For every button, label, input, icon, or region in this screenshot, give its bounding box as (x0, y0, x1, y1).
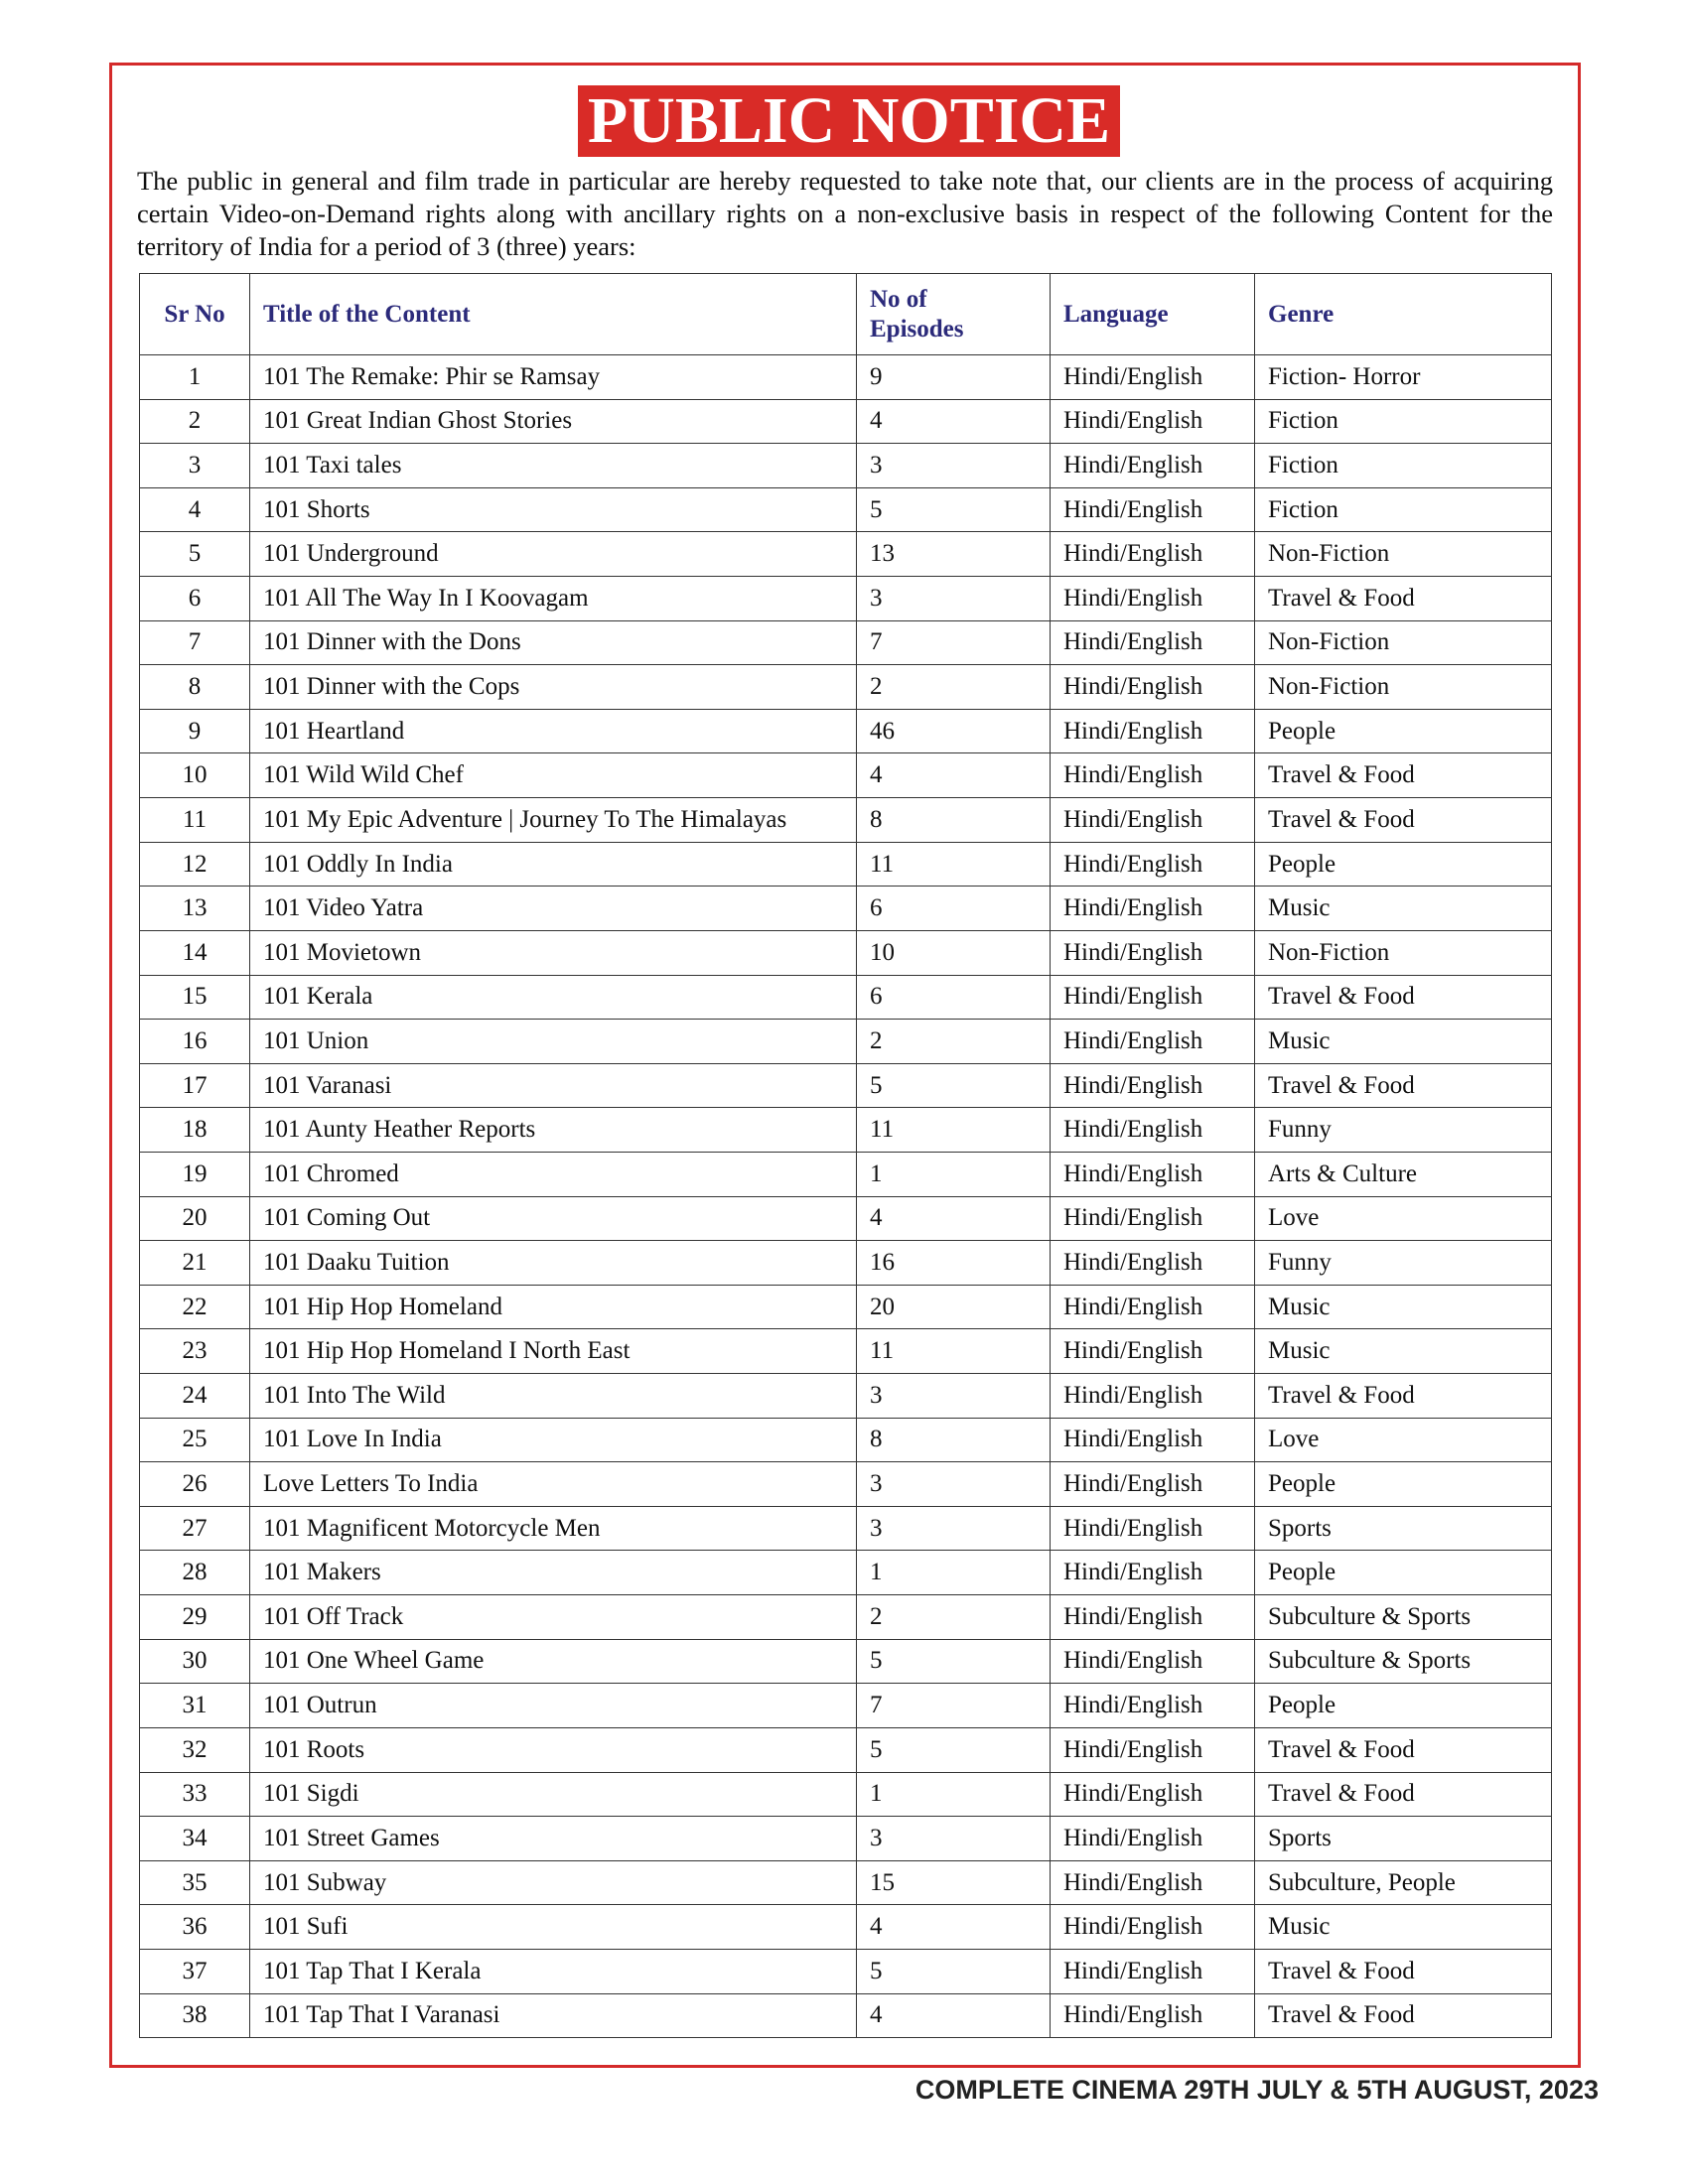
cell-title: 101 Dinner with the Dons (250, 620, 857, 665)
cell-genre: Music (1255, 1905, 1552, 1950)
cell-language: Hindi/English (1051, 1595, 1255, 1640)
notice-intro-paragraph: The public in general and film trade in particular are hereby requested to take note that, our clients are in the process of acquiring certain Video-on-Demand rights along with ancillary rights on a non-exclusive basis in respect of the following Content for the territory of India for a period of 3 (three) years: (137, 166, 1553, 261)
cell-title: 101 Sigdi (250, 1772, 857, 1817)
cell-episodes: 5 (857, 1727, 1051, 1772)
table-row (140, 975, 1552, 1020)
cell-sr-no: 36 (140, 1905, 250, 1950)
cell-sr-no: 32 (140, 1727, 250, 1772)
cell-language: Hindi/English (1051, 399, 1255, 444)
cell-genre: Non-Fiction (1255, 930, 1552, 975)
cell-genre: Non-Fiction (1255, 665, 1552, 710)
table-row (140, 1684, 1552, 1728)
cell-language: Hindi/English (1051, 1241, 1255, 1286)
cell-episodes: 6 (857, 887, 1051, 931)
cell-sr-no: 11 (140, 798, 250, 843)
cell-genre: Travel & Food (1255, 798, 1552, 843)
table-row (140, 1772, 1552, 1817)
cell-sr-no: 18 (140, 1108, 250, 1153)
header-language: Language (1051, 274, 1255, 355)
table-row (140, 444, 1552, 488)
cell-title: 101 Into The Wild (250, 1374, 857, 1419)
cell-episodes: 16 (857, 1241, 1051, 1286)
cell-genre: Travel & Food (1255, 577, 1552, 621)
cell-language: Hindi/English (1051, 1860, 1255, 1905)
table-row (140, 709, 1552, 753)
cell-genre: Subculture & Sports (1255, 1595, 1552, 1640)
table-row (140, 1418, 1552, 1462)
table-row (140, 1727, 1552, 1772)
cell-title: 101 Kerala (250, 975, 857, 1020)
cell-language: Hindi/English (1051, 1905, 1255, 1950)
table-row (140, 1152, 1552, 1196)
cell-language: Hindi/English (1051, 1196, 1255, 1241)
cell-episodes: 2 (857, 665, 1051, 710)
cell-episodes: 5 (857, 1063, 1051, 1108)
cell-sr-no: 33 (140, 1772, 250, 1817)
cell-sr-no: 8 (140, 665, 250, 710)
cell-language: Hindi/English (1051, 1285, 1255, 1329)
cell-language: Hindi/English (1051, 930, 1255, 975)
cell-language: Hindi/English (1051, 1772, 1255, 1817)
cell-title: 101 Shorts (250, 487, 857, 532)
cell-sr-no: 2 (140, 399, 250, 444)
cell-sr-no: 25 (140, 1418, 250, 1462)
table-row (140, 1817, 1552, 1861)
cell-genre: Fiction (1255, 487, 1552, 532)
cell-genre: Travel & Food (1255, 753, 1552, 798)
cell-episodes: 5 (857, 1639, 1051, 1684)
cell-episodes: 2 (857, 1020, 1051, 1064)
table-row (140, 1905, 1552, 1950)
cell-sr-no: 16 (140, 1020, 250, 1064)
cell-sr-no: 35 (140, 1860, 250, 1905)
cell-language: Hindi/English (1051, 1506, 1255, 1551)
cell-sr-no: 22 (140, 1285, 250, 1329)
cell-genre: Funny (1255, 1108, 1552, 1153)
cell-title: 101 Dinner with the Cops (250, 665, 857, 710)
table-row (140, 620, 1552, 665)
table-row (140, 1860, 1552, 1905)
cell-genre: Travel & Food (1255, 1949, 1552, 1993)
cell-genre: Sports (1255, 1817, 1552, 1861)
table-row (140, 532, 1552, 577)
cell-title: 101 Sufi (250, 1905, 857, 1950)
cell-title: 101 Tap That I Varanasi (250, 1993, 857, 2038)
cell-episodes: 11 (857, 1329, 1051, 1374)
cell-title: 101 Heartland (250, 709, 857, 753)
cell-genre: Travel & Food (1255, 1374, 1552, 1419)
cell-language: Hindi/English (1051, 887, 1255, 931)
table-row (140, 842, 1552, 887)
header-episodes-line1: No of (870, 285, 927, 313)
cell-title: 101 Coming Out (250, 1196, 857, 1241)
table-row (140, 1949, 1552, 1993)
table-row (140, 930, 1552, 975)
cell-title: 101 Love In India (250, 1418, 857, 1462)
cell-language: Hindi/English (1051, 798, 1255, 843)
cell-episodes: 11 (857, 842, 1051, 887)
table-row (140, 1639, 1552, 1684)
table-row (140, 1196, 1552, 1241)
table-row (140, 1241, 1552, 1286)
cell-sr-no: 6 (140, 577, 250, 621)
cell-sr-no: 17 (140, 1063, 250, 1108)
cell-language: Hindi/English (1051, 1108, 1255, 1153)
table-row (140, 1374, 1552, 1419)
table-row (140, 1020, 1552, 1064)
cell-title: 101 Movietown (250, 930, 857, 975)
cell-episodes: 4 (857, 1993, 1051, 2038)
header-genre: Genre (1255, 274, 1552, 355)
cell-genre: Subculture & Sports (1255, 1639, 1552, 1684)
cell-title: Love Letters To India (250, 1462, 857, 1507)
cell-episodes: 8 (857, 1418, 1051, 1462)
cell-sr-no: 34 (140, 1817, 250, 1861)
cell-genre: Love (1255, 1196, 1552, 1241)
cell-title: 101 One Wheel Game (250, 1639, 857, 1684)
table-row (140, 1993, 1552, 2038)
cell-title: 101 Makers (250, 1551, 857, 1595)
cell-language: Hindi/English (1051, 1551, 1255, 1595)
cell-title: 101 Roots (250, 1727, 857, 1772)
cell-title: 101 Daaku Tuition (250, 1241, 857, 1286)
cell-language: Hindi/English (1051, 1418, 1255, 1462)
cell-genre: Non-Fiction (1255, 620, 1552, 665)
cell-sr-no: 26 (140, 1462, 250, 1507)
cell-sr-no: 10 (140, 753, 250, 798)
table-row (140, 665, 1552, 710)
cell-sr-no: 23 (140, 1329, 250, 1374)
cell-episodes: 5 (857, 487, 1051, 532)
cell-genre: Travel & Food (1255, 1993, 1552, 2038)
cell-episodes: 1 (857, 1551, 1051, 1595)
cell-language: Hindi/English (1051, 620, 1255, 665)
cell-sr-no: 4 (140, 487, 250, 532)
cell-language: Hindi/English (1051, 1329, 1255, 1374)
cell-episodes: 1 (857, 1152, 1051, 1196)
cell-title: 101 Street Games (250, 1817, 857, 1861)
table-row (140, 1462, 1552, 1507)
cell-sr-no: 27 (140, 1506, 250, 1551)
header-title: Title of the Content (250, 274, 857, 355)
cell-title: 101 Video Yatra (250, 887, 857, 931)
cell-title: 101 Union (250, 1020, 857, 1064)
cell-language: Hindi/English (1051, 1949, 1255, 1993)
table-row (140, 798, 1552, 843)
header-sr-no: Sr No (140, 274, 250, 355)
cell-title: 101 Chromed (250, 1152, 857, 1196)
cell-genre: Fiction- Horror (1255, 355, 1552, 400)
cell-sr-no: 38 (140, 1993, 250, 2038)
cell-title: 101 Great Indian Ghost Stories (250, 399, 857, 444)
cell-episodes: 5 (857, 1949, 1051, 1993)
table-row (140, 1506, 1552, 1551)
cell-sr-no: 5 (140, 532, 250, 577)
cell-episodes: 6 (857, 975, 1051, 1020)
cell-genre: Travel & Food (1255, 1727, 1552, 1772)
cell-language: Hindi/English (1051, 1063, 1255, 1108)
cell-genre: Music (1255, 1285, 1552, 1329)
cell-sr-no: 21 (140, 1241, 250, 1286)
cell-sr-no: 14 (140, 930, 250, 975)
cell-title: 101 Magnificent Motorcycle Men (250, 1506, 857, 1551)
table-row (140, 887, 1552, 931)
cell-title: 101 Varanasi (250, 1063, 857, 1108)
cell-language: Hindi/English (1051, 355, 1255, 400)
cell-language: Hindi/English (1051, 1374, 1255, 1419)
cell-episodes: 4 (857, 753, 1051, 798)
cell-episodes: 3 (857, 1462, 1051, 1507)
cell-genre: Travel & Food (1255, 1772, 1552, 1817)
table-header-row (140, 274, 1552, 355)
cell-title: 101 Hip Hop Homeland (250, 1285, 857, 1329)
cell-episodes: 46 (857, 709, 1051, 753)
cell-episodes: 8 (857, 798, 1051, 843)
cell-episodes: 4 (857, 1905, 1051, 1950)
cell-sr-no: 31 (140, 1684, 250, 1728)
cell-language: Hindi/English (1051, 665, 1255, 710)
cell-sr-no: 15 (140, 975, 250, 1020)
table-row (140, 1108, 1552, 1153)
cell-title: 101 Oddly In India (250, 842, 857, 887)
cell-language: Hindi/English (1051, 1993, 1255, 2038)
cell-sr-no: 12 (140, 842, 250, 887)
cell-genre: Non-Fiction (1255, 532, 1552, 577)
cell-title: 101 Subway (250, 1860, 857, 1905)
cell-title: 101 The Remake: Phir se Ramsay (250, 355, 857, 400)
cell-genre: Travel & Food (1255, 1063, 1552, 1108)
cell-genre: Music (1255, 887, 1552, 931)
cell-sr-no: 3 (140, 444, 250, 488)
cell-episodes: 11 (857, 1108, 1051, 1153)
cell-title: 101 Underground (250, 532, 857, 577)
cell-episodes: 2 (857, 1595, 1051, 1640)
cell-sr-no: 37 (140, 1949, 250, 1993)
cell-sr-no: 29 (140, 1595, 250, 1640)
cell-title: 101 Taxi tales (250, 444, 857, 488)
cell-language: Hindi/English (1051, 532, 1255, 577)
cell-sr-no: 24 (140, 1374, 250, 1419)
cell-episodes: 3 (857, 1506, 1051, 1551)
cell-language: Hindi/English (1051, 975, 1255, 1020)
cell-title: 101 Aunty Heather Reports (250, 1108, 857, 1153)
content-table (139, 273, 1552, 2038)
cell-title: 101 Outrun (250, 1684, 857, 1728)
cell-episodes: 3 (857, 577, 1051, 621)
notice-title: PUBLIC NOTICE (578, 85, 1120, 157)
cell-episodes: 4 (857, 1196, 1051, 1241)
cell-episodes: 15 (857, 1860, 1051, 1905)
table-row (140, 1063, 1552, 1108)
cell-episodes: 10 (857, 930, 1051, 975)
table-row (140, 1285, 1552, 1329)
cell-genre: People (1255, 709, 1552, 753)
cell-episodes: 1 (857, 1772, 1051, 1817)
cell-sr-no: 13 (140, 887, 250, 931)
cell-language: Hindi/English (1051, 1020, 1255, 1064)
table-row (140, 1329, 1552, 1374)
cell-episodes: 13 (857, 532, 1051, 577)
cell-episodes: 3 (857, 444, 1051, 488)
cell-language: Hindi/English (1051, 1462, 1255, 1507)
cell-genre: Sports (1255, 1506, 1552, 1551)
table-row (140, 399, 1552, 444)
cell-sr-no: 20 (140, 1196, 250, 1241)
cell-language: Hindi/English (1051, 709, 1255, 753)
cell-genre: Love (1255, 1418, 1552, 1462)
cell-language: Hindi/English (1051, 842, 1255, 887)
cell-episodes: 3 (857, 1374, 1051, 1419)
cell-episodes: 7 (857, 620, 1051, 665)
header-episodes (857, 274, 1051, 355)
cell-language: Hindi/English (1051, 577, 1255, 621)
cell-genre: Fiction (1255, 444, 1552, 488)
cell-episodes: 3 (857, 1817, 1051, 1861)
publication-footer: COMPLETE CINEMA 29TH JULY & 5TH AUGUST, 2023 (914, 2075, 1599, 2105)
table-row (140, 1595, 1552, 1640)
cell-language: Hindi/English (1051, 1817, 1255, 1861)
cell-genre: Music (1255, 1329, 1552, 1374)
table-row (140, 753, 1552, 798)
cell-title: 101 Off Track (250, 1595, 857, 1640)
cell-sr-no: 30 (140, 1639, 250, 1684)
cell-sr-no: 9 (140, 709, 250, 753)
cell-genre: People (1255, 1684, 1552, 1728)
table-row (140, 577, 1552, 621)
cell-episodes: 4 (857, 399, 1051, 444)
cell-title: 101 My Epic Adventure | Journey To The Himalayas (250, 798, 857, 843)
cell-genre: Subculture, People (1255, 1860, 1552, 1905)
cell-genre: Funny (1255, 1241, 1552, 1286)
cell-language: Hindi/English (1051, 487, 1255, 532)
cell-sr-no: 28 (140, 1551, 250, 1595)
table-row (140, 1551, 1552, 1595)
cell-genre: Arts & Culture (1255, 1152, 1552, 1196)
cell-language: Hindi/English (1051, 1152, 1255, 1196)
cell-genre: Music (1255, 1020, 1552, 1064)
cell-language: Hindi/English (1051, 1727, 1255, 1772)
cell-language: Hindi/English (1051, 1639, 1255, 1684)
table-row (140, 355, 1552, 400)
cell-genre: People (1255, 842, 1552, 887)
cell-language: Hindi/English (1051, 753, 1255, 798)
table-row (140, 487, 1552, 532)
table-body (140, 355, 1552, 2038)
cell-genre: Travel & Food (1255, 975, 1552, 1020)
cell-episodes: 7 (857, 1684, 1051, 1728)
cell-episodes: 9 (857, 355, 1051, 400)
cell-genre: People (1255, 1462, 1552, 1507)
cell-sr-no: 7 (140, 620, 250, 665)
cell-title: 101 Tap That I Kerala (250, 1949, 857, 1993)
cell-title: 101 Hip Hop Homeland I North East (250, 1329, 857, 1374)
cell-genre: People (1255, 1551, 1552, 1595)
cell-episodes: 20 (857, 1285, 1051, 1329)
cell-language: Hindi/English (1051, 444, 1255, 488)
cell-sr-no: 19 (140, 1152, 250, 1196)
cell-title: 101 Wild Wild Chef (250, 753, 857, 798)
cell-title: 101 All The Way In I Koovagam (250, 577, 857, 621)
cell-language: Hindi/English (1051, 1684, 1255, 1728)
cell-genre: Fiction (1255, 399, 1552, 444)
cell-sr-no: 1 (140, 355, 250, 400)
header-episodes-line2: Episodes (870, 315, 964, 342)
